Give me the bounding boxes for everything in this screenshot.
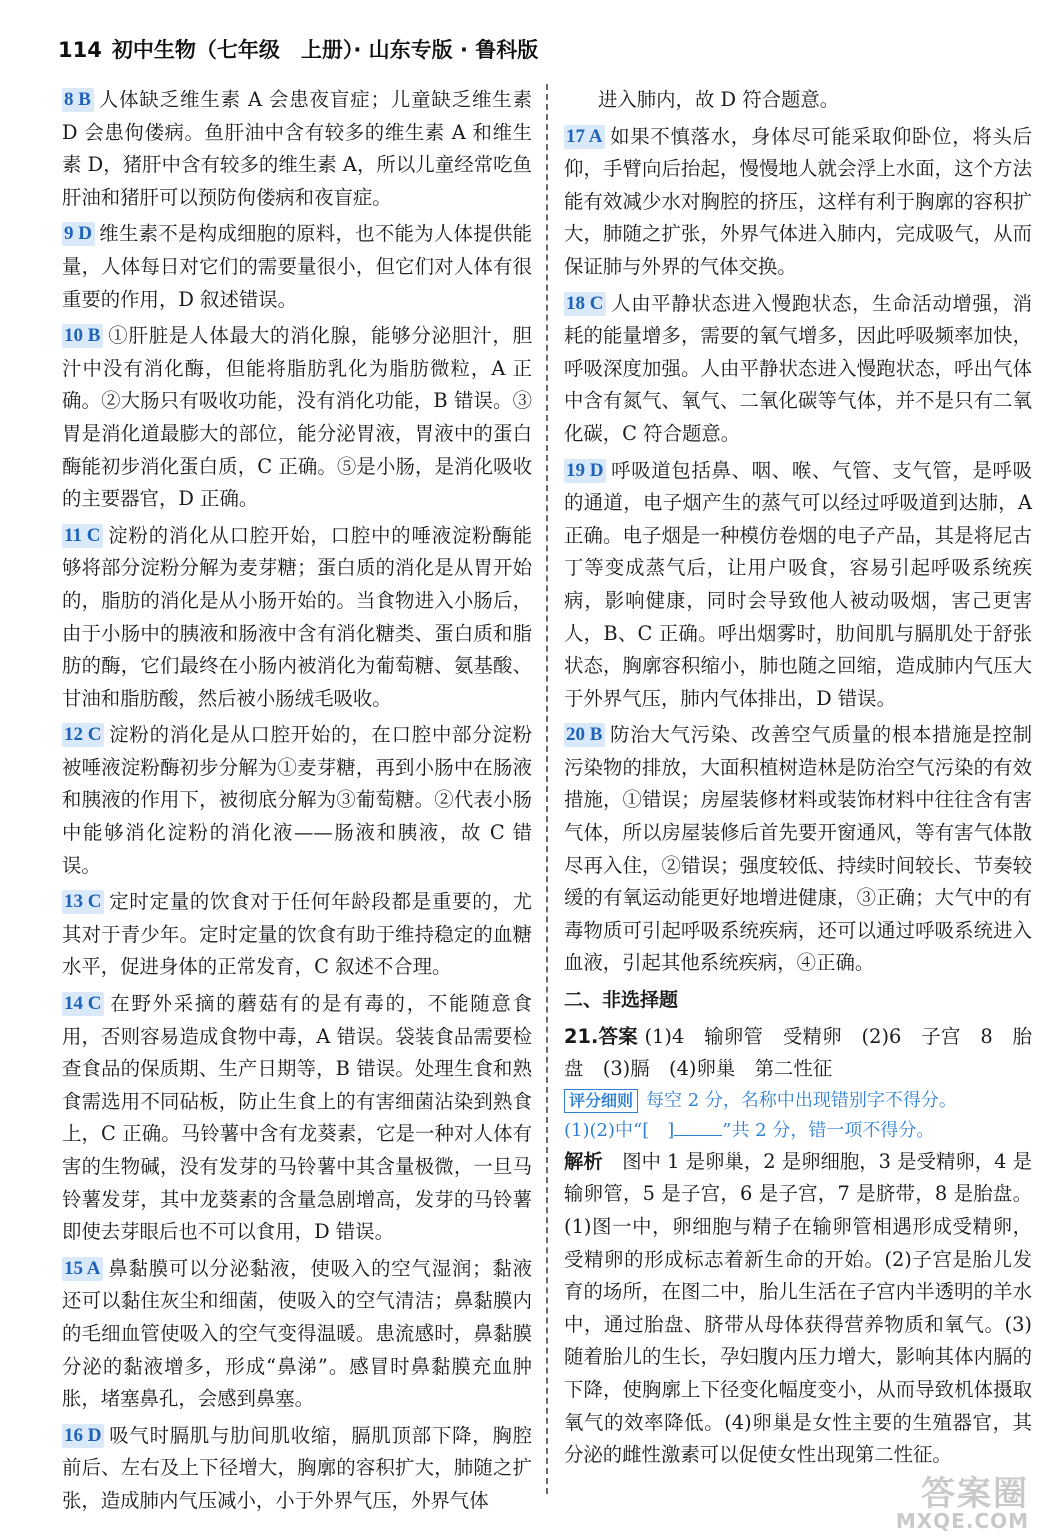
answer-choice: D [78,223,92,245]
section-title: 二、非选择题 [564,989,679,1012]
q21-answer-text: (1)4 输卵管 受精卵 (2)6 子宫 8 胎盘 (3)膈 (4)卵巢 第二性征 [564,1024,1032,1081]
question-number: 13 [64,891,83,913]
analysis-label: 解析 [564,1149,603,1173]
right-answer-list [564,121,1032,980]
question-number: 12 [64,724,83,746]
question-number: 16 [64,1424,83,1446]
answer-badge [564,723,605,747]
book-title: 初中生物（七年级 上册）· 山东专版 · 鲁科版 [111,38,539,62]
answer-choice: B [78,89,91,110]
question-number: 9 [64,223,74,245]
answer-item [62,886,532,984]
answer-item [62,84,532,214]
answer-choice: A [588,125,603,147]
answer-choice: C [589,292,604,314]
page-header [58,34,998,70]
explanation-text: 维生素不是构成细胞的原料，也不能为人体提供能量，人体每日对它们的需要量很小，但它们对人体有很重要的作用，D 叙述错误。 [62,222,532,311]
rubric-line-2b: ”共 2 分，错一项不得分。 [722,1119,935,1141]
question-number: 17 [566,125,585,147]
answer-choice: B [87,325,101,347]
right-column [564,84,1032,1472]
continuation-text: 进入肺内，故 D 符合题意。 [598,88,840,111]
answer-badge [62,324,103,348]
answer-badge [564,292,606,316]
explanation-text: 淀粉的消化是从口腔开始的，在口腔中部分淀粉被唾液淀粉酶初步分解为①麦芽糖，再到小肠中在肠液和胰液的作用下，被彻底分解为③葡萄糖。②代表小肠中能够消化淀粉的消化液——肠液和胰液，故 C 错误。 [62,723,532,877]
q21-number: 21. [564,1024,599,1048]
rubric-tag: 评分细则 [564,1089,638,1113]
answer-choice: C [87,724,102,746]
left-column [62,84,532,1522]
explanation-text: 人由平静状态进入慢跑状态，生命活动增强，消耗的能量增多，需要的氧气增多，因此呼吸频率加快，呼吸深度加强。人由平静状态进入慢跑状态，呼出气体中含有氮气、氧气、二氧化碳等气体，并不是只有二氧化碳，C 符合题意。 [564,291,1032,445]
answer-choice: D [589,459,604,481]
answer-label: 答案 [598,1024,638,1048]
explanation-text: ①肝脏是人体最大的消化腺，能够分泌胆汁，胆汁中没有消化酶，但能将脂肪乳化为脂肪微粒，A 正确。②大肠只有吸收功能，没有消化功能，B 错误。③胃是消化道最膨大的部位，能分泌胃液，胃液中的蛋白酶能初步消化蛋白质，C 正确。⑤是小肠，是消化吸收的主要器官，D 正确。 [62,324,532,511]
explanation-text: 呼吸道包括鼻、咽、喉、气管、支气管，是呼吸的通道，电子烟产生的蒸气可以经过呼吸道到达肺，A 正确。电子烟是一种模仿卷烟的电子产品，其是将尼古丁等变成蒸气后，让用户吸食，容易引起呼吸系统疾病，影响健康，同时会导致他人被动吸烟，害己更害人，B、C 正确。呼出烟雾时，肋间肌与膈肌处于舒张状态，胸廓容积缩小，肺也随之回缩，造成肺内气压大于外界气压，肺内气体排出，D 错误。 [564,458,1032,710]
column-divider [546,84,548,1494]
answer-badge [62,723,104,747]
question-number: 18 [566,292,585,314]
explanation-text: 吸气时膈肌与肋间肌收缩，膈肌顶部下降，胸腔前后、左右及上下径增大，胸廓的容积扩大，肺随之扩张，造成肺内气压减小，小于外界气压，外界气体 [62,1423,532,1512]
answer-badge [62,524,103,548]
answer-choice: B [589,724,603,746]
answer-item [62,1253,532,1416]
watermark-bottom: MXQE.COM [895,1509,1029,1533]
answer-item [564,288,1032,451]
question-number: 10 [64,325,83,347]
question-number: 8 [64,89,74,110]
watermark-top: 答案圈 [921,1474,1029,1514]
explanation-text: 如果不慎落水，身体尽可能采取仰卧位，将头后仰，手臂向后抬起，慢慢地人就会浮上水面，这个方法能有效减少水对胸腔的挤压，这样有利于胸廓的容积扩大，肺随之扩张，外界气体进入肺内，完成吸气，从而保证肺与外界的气体交换。 [564,124,1032,278]
answer-choice: C [87,891,102,913]
q21-answer [564,1021,1032,1086]
analysis-text: 图中 1 是卵巢，2 是卵细胞，3 是受精卵，4 是输卵管，5 是子宫，6 是子宫，7 是脐带，8 是胎盘。(1)图一中，卵细胞与精子在输卵管相遇形成受精卵，受精卵的形成标志着新生命的开始。(2)子宫是胎儿发育的场所，在图二中，胎儿生活在子宫内半透明的羊水中，通过胎盘、脐带从母体获得营养物质和氧气。(3)随着胎儿的生长，孕妇腹内压力增大，影响其体内膈的下降，使胸廓上下径变化幅度变小，从而导致机体摄取氧气的效率降低。(4)卵巢是女性主要的生殖器官，其分泌的雌性激素可以促使女性出现第二性征。 [564,1149,1033,1467]
answer-choice: A [86,1257,101,1279]
answer-badge [62,992,104,1016]
explanation-text: 防治大气污染、改善空气质量的根本措施是控制污染物的排放，大面积植树造林是防治空气污染的有效措施，①错误；房屋装修材料或装饰材料中往往含有害气体，所以房屋装修后首先要开窗通风，等有害气体散尽再入住，②错误；强度较低、持续时间较长、节奏较缓的有氧运动能更好地增进健康，③正确；大气中的有毒物质可引起呼吸系统疾病，还可以通过呼吸系统进入血液，引起其他系统疾病，④正确。 [564,723,1032,975]
explanation-text: 人体缺乏维生素 A 会患夜盲症；儿童缺乏维生素 D 会患佝偻病。鱼肝油中含有较多的维生素 A 和维生素 D，猪肝中含有较多的维生素 A，所以儿童经常吃鱼肝油和猪肝可以预防佝偻病和夜盲症。 [62,88,532,209]
explanation-text: 在野外采摘的蘑菇有的是有毒的，不能随意食用，否则容易造成食物中毒，A 错误。袋装食品需要检查食品的保质期、生产日期等，B 错误。处理生食和熟食需选用不同砧板，防止生食上的有害细菌沾染到熟食上，C 正确。马铃薯中含有龙葵素，它是一种对人体有害的生物碱，没有发芽的马铃薯中其含量极微，一旦马铃薯发芽，其中龙葵素的含量急剧增高，发芽的马铃薯即使去芽眼后也不可以食用，D 错误。 [62,992,532,1244]
answer-badge [62,222,95,246]
answer-item [62,719,532,882]
rubric-line-1: 每空 2 分，名称中出现错别字不得分。 [646,1089,957,1111]
question-number: 11 [64,524,82,546]
watermark-logo [849,1466,1029,1533]
answer-item [564,121,1032,284]
answer-badge [564,125,605,149]
explanation-text: 淀粉的消化从口腔开始，口腔中的唾液淀粉酶能够将部分淀粉分解为麦芽糖；蛋白质的消化是从胃开始的，脂肪的消化是从小肠开始的。当食物进入小肠后，由于小肠中的胰液和肠液中含有消化糖类、蛋白质和脂肪的酶，它们最终在小肠内被消化为葡萄糖、氨基酸、甘油和脂肪酸，然后被小肠绒毛吸收。 [62,523,532,710]
answer-item [62,988,532,1249]
page-number: 114 [58,38,102,62]
answer-item [564,455,1032,716]
blank-line [674,1119,722,1136]
answer-choice: C [87,993,102,1015]
question-number: 19 [566,459,585,481]
rubric-line-2a: (1)(2)中“[ ] [564,1119,675,1141]
answer-item [62,218,532,316]
explanation-text: 鼻黏膜可以分泌黏液，使吸入的空气湿润；黏液还可以黏住灰尘和细菌，使吸入的空气清洁；鼻黏膜内的毛细血管使吸入的空气变得温暖。患流感时，鼻黏膜分泌的黏液增多，形成“鼻涕”。感冒时鼻黏膜充血肿胀，堵塞鼻孔，会感到鼻塞。 [62,1256,532,1411]
answer-badge [62,1257,103,1281]
answer-badge [62,88,94,112]
answer-badge [62,1424,104,1448]
q21-analysis [564,1146,1032,1472]
answer-badge [564,459,606,483]
explanation-text: 定时定量的饮食对于任何年龄段都是重要的，尤其对于青少年。定时定量的饮食有助于维持稳定的血糖水平，促进身体的正常发育，C 叙述不合理。 [62,890,532,979]
answer-badge [62,890,104,914]
answer-item [564,719,1032,980]
answer-choice: C [86,524,101,546]
question-number: 20 [566,724,585,746]
answer-choice: D [87,1424,102,1446]
answer-item [62,1420,532,1518]
answer-item [62,520,532,716]
answer-item [62,320,532,516]
question-number: 15 [64,1257,83,1279]
question-number: 14 [64,993,83,1015]
scoring-rubric [564,1086,1032,1146]
